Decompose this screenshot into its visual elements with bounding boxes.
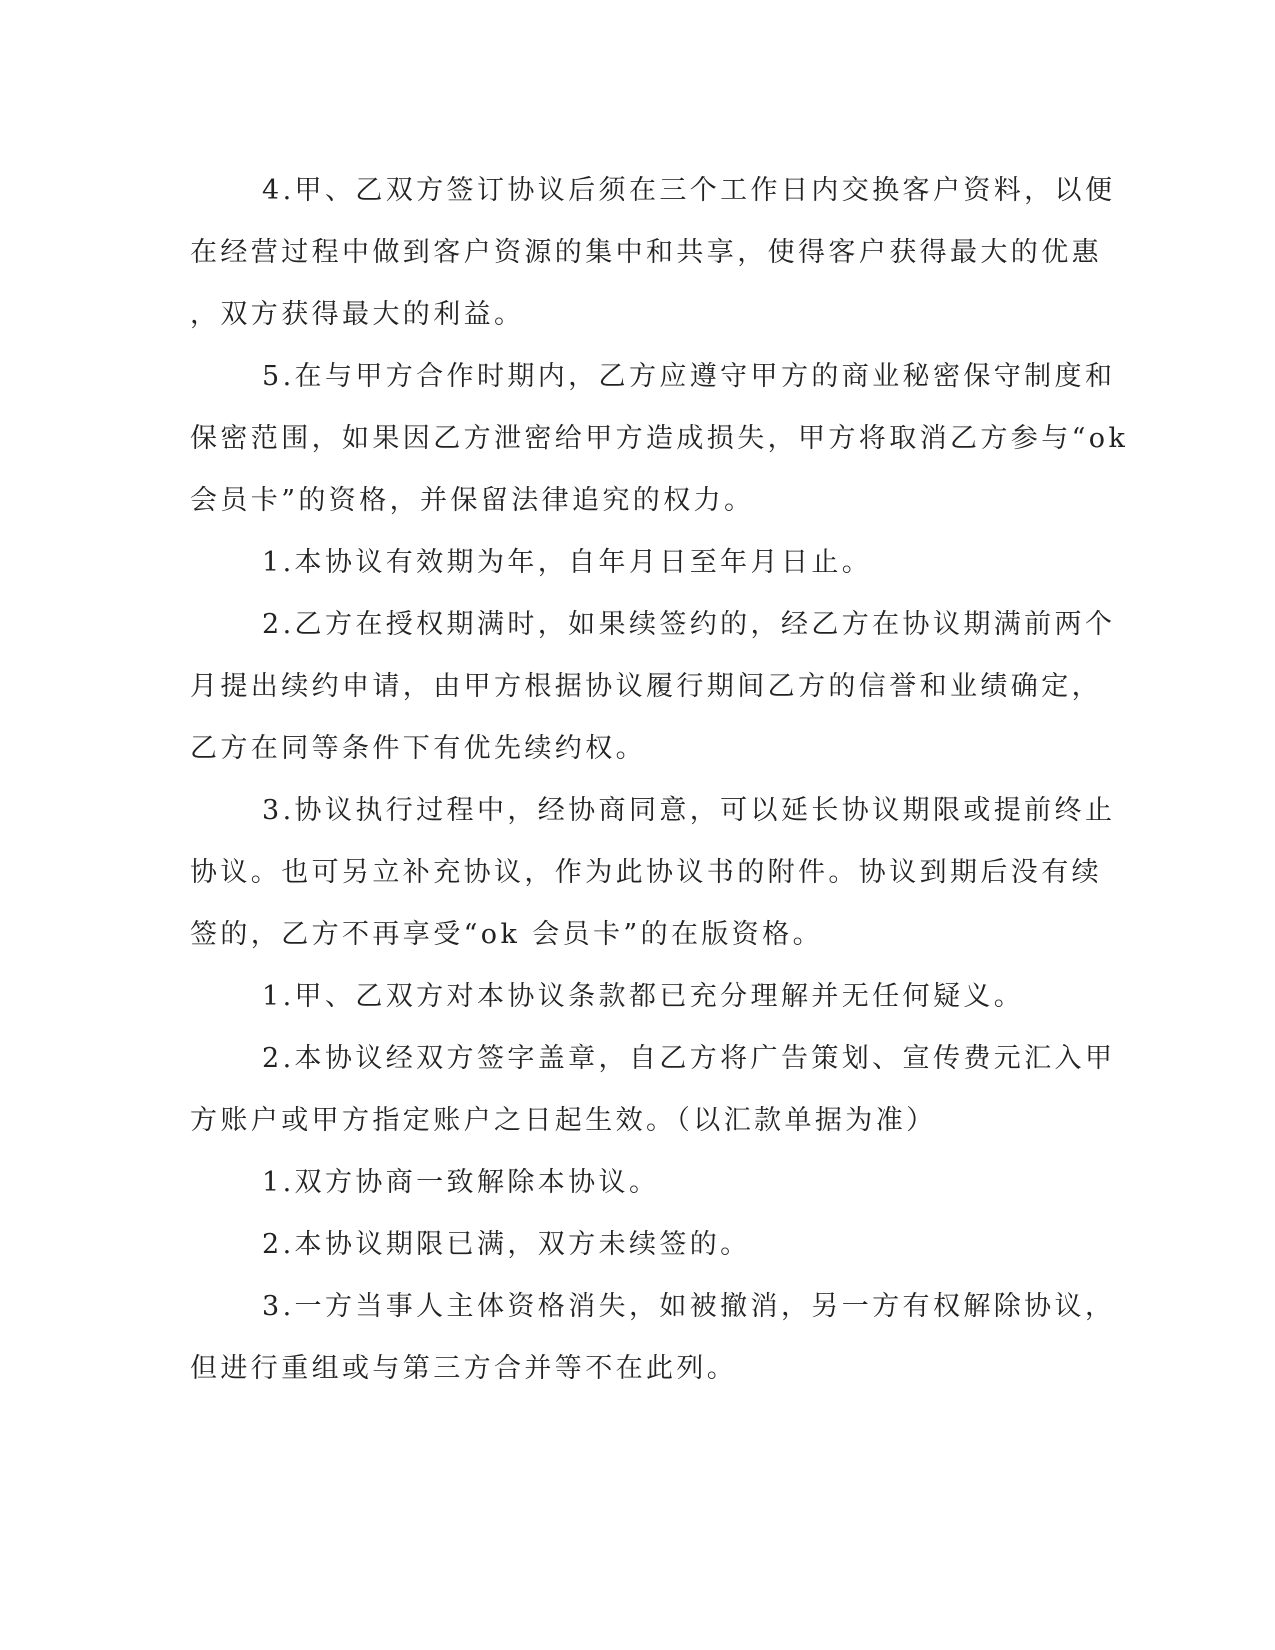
paragraph-line: 1.双方协商一致解除本协议。 [262,1167,660,1198]
paragraph-effect-2 [190,1028,1116,1152]
paragraph-termination-1 [190,1152,1090,1214]
paragraph-line: 1.甲、乙双方对本协议条款都已充分理解并无任何疑义。 [262,981,1025,1012]
paragraph-line: ，双方获得最大的利益。 [190,299,525,330]
document-body [190,160,1129,1400]
paragraph-line: 3.一方当事人主体资格消失，如被撤消，另一方有权解除协议， [262,1291,1116,1322]
paragraph-line: 2.乙方在授权期满时，如果续签约的，经乙方在协议期满前两个 [262,609,1116,640]
paragraph-line: 月提出续约申请，由甲方根据协议履行期间乙方的信誉和业绩确定， [190,671,1102,702]
paragraph-termination-3 [190,1276,1116,1400]
paragraph-line: 会员卡”的资格，并保留法律追究的权力。 [190,485,755,516]
paragraph-line: 乙方在同等条件下有优先续约权。 [190,733,646,764]
paragraph-line: 2.本协议经双方签字盖章，自乙方将广告策划、宣传费元汇入甲 [262,1043,1116,1074]
paragraph-line: 签的，乙方不再享受“ok 会员卡”的在版资格。 [190,919,824,950]
paragraph-effect-1 [190,966,1090,1028]
paragraph-line: 1.本协议有效期为年，自年月日至年月日止。 [262,547,873,578]
paragraph-term-3 [190,780,1116,966]
paragraph-clause-4 [190,160,1116,346]
paragraph-term-2 [190,594,1116,780]
paragraph-line: 保密范围，如果因乙方泄密给甲方造成损失，甲方将取消乙方参与“ok [190,423,1129,454]
paragraph-line: 5.在与甲方合作时期内，乙方应遵守甲方的商业秘密保守制度和 [262,361,1116,392]
paragraph-line: 4.甲、乙双方签订协议后须在三个工作日内交换客户资料，以便 [262,175,1116,206]
paragraph-line: 2.本协议期限已满，双方未续签的。 [262,1229,751,1260]
paragraph-termination-2 [190,1214,1090,1276]
paragraph-term-1 [190,532,1090,594]
paragraph-line: 但进行重组或与第三方合并等不在此列。 [190,1353,738,1384]
paragraph-line: 3.协议执行过程中，经协商同意，可以延长协议期限或提前终止 [262,795,1116,826]
paragraph-line: 方账户或甲方指定账户之日起生效。（以汇款单据为准） [190,1105,937,1136]
paragraph-clause-5 [190,346,1129,532]
paragraph-line: 在经营过程中做到客户资源的集中和共享，使得客户获得最大的优惠 [190,237,1102,268]
paragraph-line: 协议。也可另立补充协议，作为此协议书的附件。协议到期后没有续 [190,857,1102,888]
